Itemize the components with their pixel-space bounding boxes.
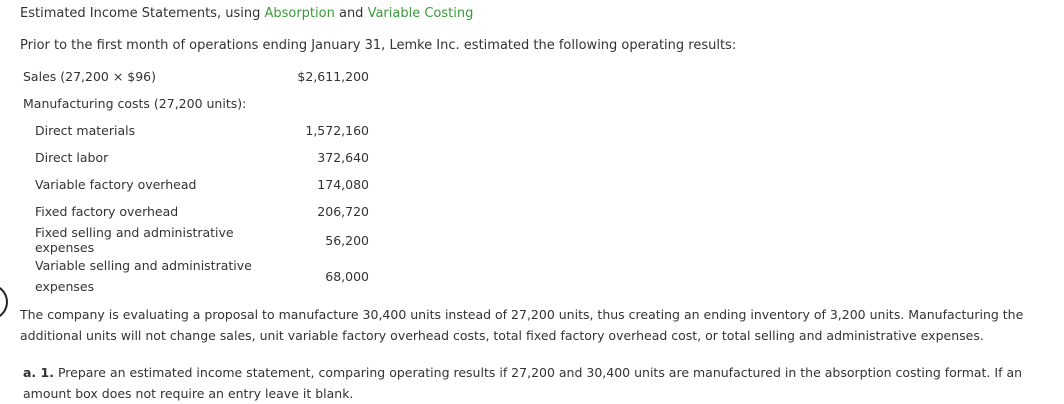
row-label: Fixed factory overhead <box>35 204 179 219</box>
collapse-handle[interactable] <box>0 284 8 320</box>
row-value: 174,080 <box>317 177 369 192</box>
variable-costing-link[interactable]: Variable Costing <box>367 6 474 21</box>
table-row <box>20 171 369 198</box>
table-row <box>20 255 369 297</box>
table-row <box>20 225 369 255</box>
question-text: Prepare an estimated income statement, comparing operating results if 27,200 and 30,400 units are manufactured in the absorption costing format. If an amount box does not require an entry leave it blank. <box>23 365 1023 401</box>
table-row <box>20 63 369 90</box>
sales-label: Sales (27,200 × $96) <box>23 69 157 84</box>
row-value: 372,640 <box>317 150 369 165</box>
table-row <box>20 144 369 171</box>
row-label: Direct materials <box>35 123 136 138</box>
question-number: a. 1. <box>23 365 54 380</box>
row-value: 206,720 <box>317 204 369 219</box>
problem-title <box>20 6 473 22</box>
row-value: 1,572,160 <box>305 123 369 138</box>
manufacturing-costs-heading: Manufacturing costs (27,200 units): <box>23 96 247 111</box>
proposal-paragraph: The company is evaluating a proposal to manufacture 30,400 units instead of 27,200 units, thus creating an ending inventory of 3,200 units. Manufacturing the additional units will not change sales, unit variable factory overhead costs, total fixed factory overhead cost, or total selling and administrative expenses. <box>20 307 1024 343</box>
row-value: 56,200 <box>325 232 369 248</box>
table-row <box>20 117 369 144</box>
table-row <box>20 90 369 117</box>
title-prefix: Estimated Income Statements, using <box>20 6 265 21</box>
operating-results-table <box>20 63 369 297</box>
sales-value: $2,611,200 <box>297 69 369 84</box>
row-value: 68,000 <box>325 268 369 284</box>
table-row <box>20 198 369 225</box>
row-label: Variable selling and administrative expenses <box>35 258 252 294</box>
row-label: Direct labor <box>35 150 109 165</box>
question-prompt <box>23 362 1053 404</box>
title-middle: and <box>334 6 368 21</box>
row-label: Variable factory overhead <box>35 177 197 192</box>
absorption-link[interactable]: Absorption <box>264 6 335 21</box>
intro-text: Prior to the first month of operations ending January 31, Lemke Inc. estimated the following operating results: <box>20 38 737 53</box>
row-label: Fixed selling and administrative expenses <box>35 225 234 255</box>
